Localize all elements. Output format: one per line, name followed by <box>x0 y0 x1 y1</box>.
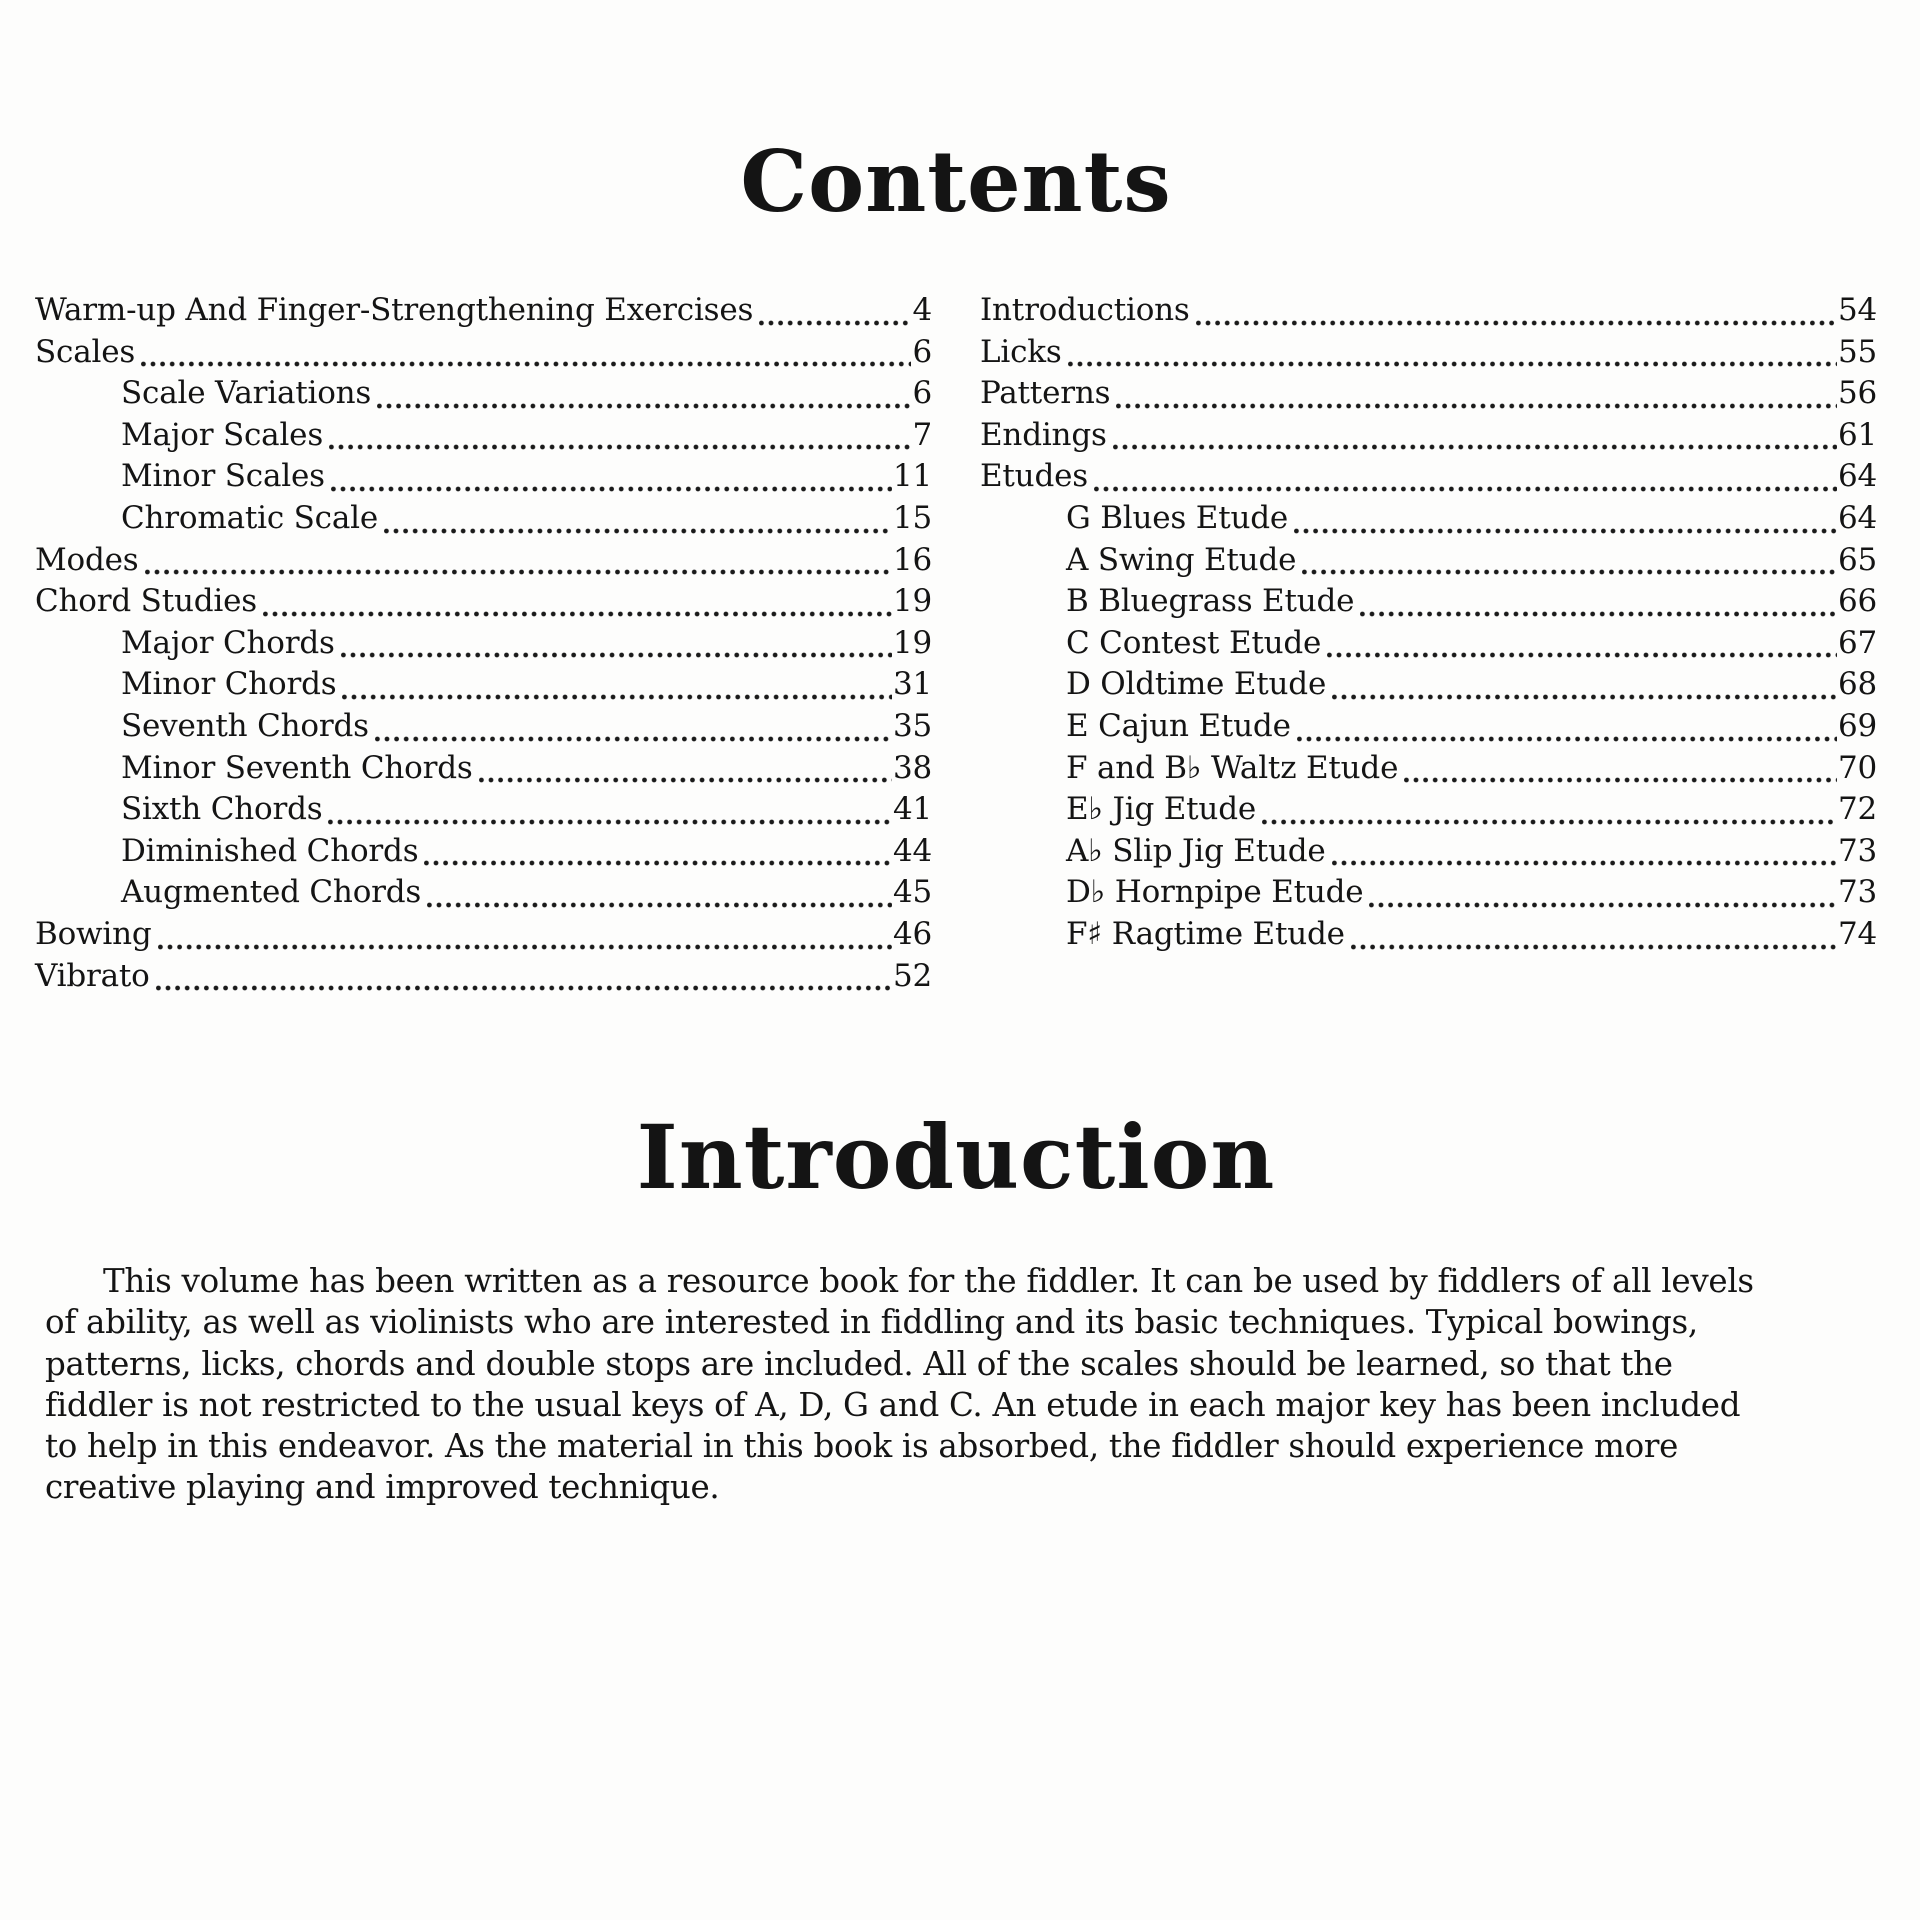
toc-entry <box>35 581 932 623</box>
toc-left-column <box>35 290 932 997</box>
dotted-leader <box>424 860 892 866</box>
dotted-leader <box>1294 528 1837 534</box>
dotted-leader <box>1327 652 1837 658</box>
toc-entry <box>35 789 932 831</box>
introduction-title: Introduction <box>636 1105 1276 1210</box>
toc-entry-label: C Contest Etude <box>1066 624 1322 661</box>
toc-entry <box>980 872 1877 914</box>
toc-entry-label: Etudes <box>980 458 1088 495</box>
toc-entry-label: Major Chords <box>121 624 335 661</box>
dotted-leader <box>156 985 892 991</box>
dotted-leader <box>759 320 911 326</box>
toc-entry-label: B Bluegrass Etude <box>1066 583 1355 620</box>
toc-entry-label: F and B♭ Waltz Etude <box>1066 749 1399 786</box>
toc-entry-label: Endings <box>980 416 1107 453</box>
dotted-leader <box>331 486 892 492</box>
toc-entry-page-number: 19 <box>892 583 932 620</box>
toc-entry-label: Chromatic Scale <box>121 499 378 536</box>
toc-entry <box>35 956 932 998</box>
toc-entry-page-number: 38 <box>892 749 932 786</box>
dotted-leader <box>377 403 911 409</box>
toc-entry-page-number: 64 <box>1837 499 1877 536</box>
toc-entry-page-number: 44 <box>892 832 932 869</box>
toc-entry-label: Introductions <box>980 292 1190 328</box>
toc-entry <box>35 623 932 665</box>
toc-right-column <box>980 290 1877 997</box>
dotted-leader <box>158 944 892 950</box>
toc-entry-label: Chord Studies <box>35 583 257 620</box>
toc-entry <box>35 373 932 415</box>
toc-entry-label: Licks <box>980 333 1062 370</box>
dotted-leader <box>1196 320 1837 326</box>
introduction-text-line: fiddler is not restricted to the usual keys of A, D, G and C. An etude in each major key has been included <box>45 1385 1741 1424</box>
dotted-leader <box>328 819 892 825</box>
toc-entry-page-number: 70 <box>1837 749 1877 786</box>
toc-entry <box>980 332 1877 374</box>
toc-entry <box>980 831 1877 873</box>
toc-entry <box>980 748 1877 790</box>
toc-entry-label: Minor Chords <box>121 666 337 703</box>
toc-entry-page-number: 41 <box>892 791 932 828</box>
toc-entry <box>980 498 1877 540</box>
toc-entry-page-number: 6 <box>912 375 932 412</box>
toc-entry-label: Bowing <box>35 915 152 952</box>
introduction-paragraph <box>35 1261 1877 1508</box>
dotted-leader <box>1068 361 1837 367</box>
toc-entry-page-number: 69 <box>1837 707 1877 744</box>
toc-entry <box>980 623 1877 665</box>
toc-entry-label: A Swing Etude <box>1066 541 1297 578</box>
toc-entry-label: D Oldtime Etude <box>1066 666 1327 703</box>
toc-entry-page-number: 19 <box>892 624 932 661</box>
dotted-leader <box>341 652 892 658</box>
toc-entry-page-number: 64 <box>1837 458 1877 495</box>
toc-entry-page-number: 68 <box>1837 666 1877 703</box>
toc-entry-label: Seventh Chords <box>121 707 369 744</box>
toc-entry <box>980 290 1877 332</box>
toc-entry-label: Diminished Chords <box>121 832 419 869</box>
dotted-leader <box>479 777 892 783</box>
toc-entry-page-number: 73 <box>1837 874 1877 911</box>
toc-entry-page-number: 11 <box>892 458 932 495</box>
toc-entry-page-number: 15 <box>892 499 932 536</box>
dotted-leader <box>263 611 892 617</box>
toc-entry-label: Scale Variations <box>121 375 372 412</box>
toc-entry-label: Minor Seventh Chords <box>121 749 473 786</box>
toc-entry <box>980 415 1877 457</box>
toc-entry-label: A♭ Slip Jig Etude <box>1066 832 1326 869</box>
dotted-leader <box>384 528 892 534</box>
toc-entry-page-number: 46 <box>892 915 932 952</box>
toc-entry <box>980 914 1877 956</box>
dotted-leader <box>1302 569 1837 575</box>
toc-entry <box>980 789 1877 831</box>
toc-entry-label: Sixth Chords <box>121 791 323 828</box>
dotted-leader <box>1332 694 1837 700</box>
introduction-text-line: This volume has been written as a resource book for the fiddler. It can be used by fiddlers of all levels <box>103 1262 1754 1301</box>
toc-entry <box>35 831 932 873</box>
toc-entry <box>980 373 1877 415</box>
introduction-text-line: of ability, as well as violinists who are interested in fiddling and its basic techniques. Typical bowings, <box>45 1303 1698 1342</box>
toc-entry-label: E♭ Jig Etude <box>1066 791 1256 828</box>
dotted-leader <box>342 694 891 700</box>
toc-entry-page-number: 55 <box>1837 333 1877 370</box>
toc-entry-page-number: 56 <box>1837 375 1877 412</box>
dotted-leader <box>1360 611 1837 617</box>
toc-entry-page-number: 72 <box>1837 791 1877 828</box>
dotted-leader <box>1297 736 1837 742</box>
toc-entry-page-number: 31 <box>892 666 932 703</box>
toc-entry <box>35 914 932 956</box>
dotted-leader <box>375 736 892 742</box>
toc-entry <box>35 415 932 457</box>
toc-entry <box>35 332 932 374</box>
toc-entry-page-number: 35 <box>892 707 932 744</box>
toc-entry <box>35 748 932 790</box>
introduction-text-line: to help in this endeavor. As the material in this book is absorbed, the fiddler should experience more <box>45 1426 1679 1465</box>
toc-entry-page-number: 73 <box>1837 832 1877 869</box>
toc-entry-page-number: 16 <box>892 541 932 578</box>
toc-entry <box>980 706 1877 748</box>
toc-entry-page-number: 65 <box>1837 541 1877 578</box>
toc-entry <box>35 872 932 914</box>
toc-entry <box>980 664 1877 706</box>
toc-entry-label: Vibrato <box>35 957 150 994</box>
dotted-leader <box>1116 403 1837 409</box>
toc-entry <box>35 290 932 332</box>
toc-entry-label: Scales <box>35 333 136 370</box>
toc-entry <box>35 664 932 706</box>
dotted-leader <box>329 444 911 450</box>
toc-entry-label: Warm-up And Finger-Strengthening Exercises <box>35 292 754 328</box>
toc-entry <box>35 706 932 748</box>
dotted-leader <box>427 902 892 908</box>
dotted-leader <box>1094 486 1837 492</box>
toc-entry <box>35 540 932 582</box>
toc-entry-page-number: 54 <box>1837 292 1877 328</box>
toc-entry <box>980 456 1877 498</box>
toc-entry-label: Augmented Chords <box>121 874 422 911</box>
dotted-leader <box>141 361 911 367</box>
toc-entry <box>980 581 1877 623</box>
toc-entry-label: F♯ Ragtime Etude <box>1066 915 1345 952</box>
dotted-leader <box>1404 777 1837 783</box>
toc-entry-label: E Cajun Etude <box>1066 707 1291 744</box>
toc-entry-label: Minor Scales <box>121 458 325 495</box>
toc-entry-page-number: 7 <box>912 416 932 453</box>
toc-entry-page-number: 6 <box>912 333 932 370</box>
toc-entry-page-number: 66 <box>1837 583 1877 620</box>
dotted-leader <box>1332 860 1837 866</box>
toc-entry <box>35 456 932 498</box>
toc-entry-page-number: 67 <box>1837 624 1877 661</box>
dotted-leader <box>1369 902 1836 908</box>
toc-entry-label: G Blues Etude <box>1066 499 1289 536</box>
toc-entry-label: Major Scales <box>121 416 324 453</box>
toc-entry-page-number: 74 <box>1837 915 1877 952</box>
table-of-contents <box>35 290 1877 997</box>
dotted-leader <box>1262 819 1837 825</box>
dotted-leader <box>145 569 892 575</box>
contents-title: Contents <box>740 132 1172 231</box>
toc-entry <box>35 498 932 540</box>
toc-entry-page-number: 45 <box>892 874 932 911</box>
toc-entry-label: Patterns <box>980 375 1111 412</box>
dotted-leader <box>1113 444 1837 450</box>
toc-entry-label: D♭ Hornpipe Etude <box>1066 874 1364 911</box>
introduction-text-line: patterns, licks, chords and double stops are included. All of the scales should be learned, so that the <box>45 1344 1673 1383</box>
toc-entry <box>980 540 1877 582</box>
toc-entry-page-number: 4 <box>912 292 932 328</box>
toc-entry-page-number: 61 <box>1837 416 1877 453</box>
toc-entry-label: Modes <box>35 541 139 578</box>
dotted-leader <box>1351 944 1837 950</box>
toc-entry-page-number: 52 <box>892 957 932 994</box>
introduction-text-line: creative playing and improved technique. <box>45 1468 720 1507</box>
